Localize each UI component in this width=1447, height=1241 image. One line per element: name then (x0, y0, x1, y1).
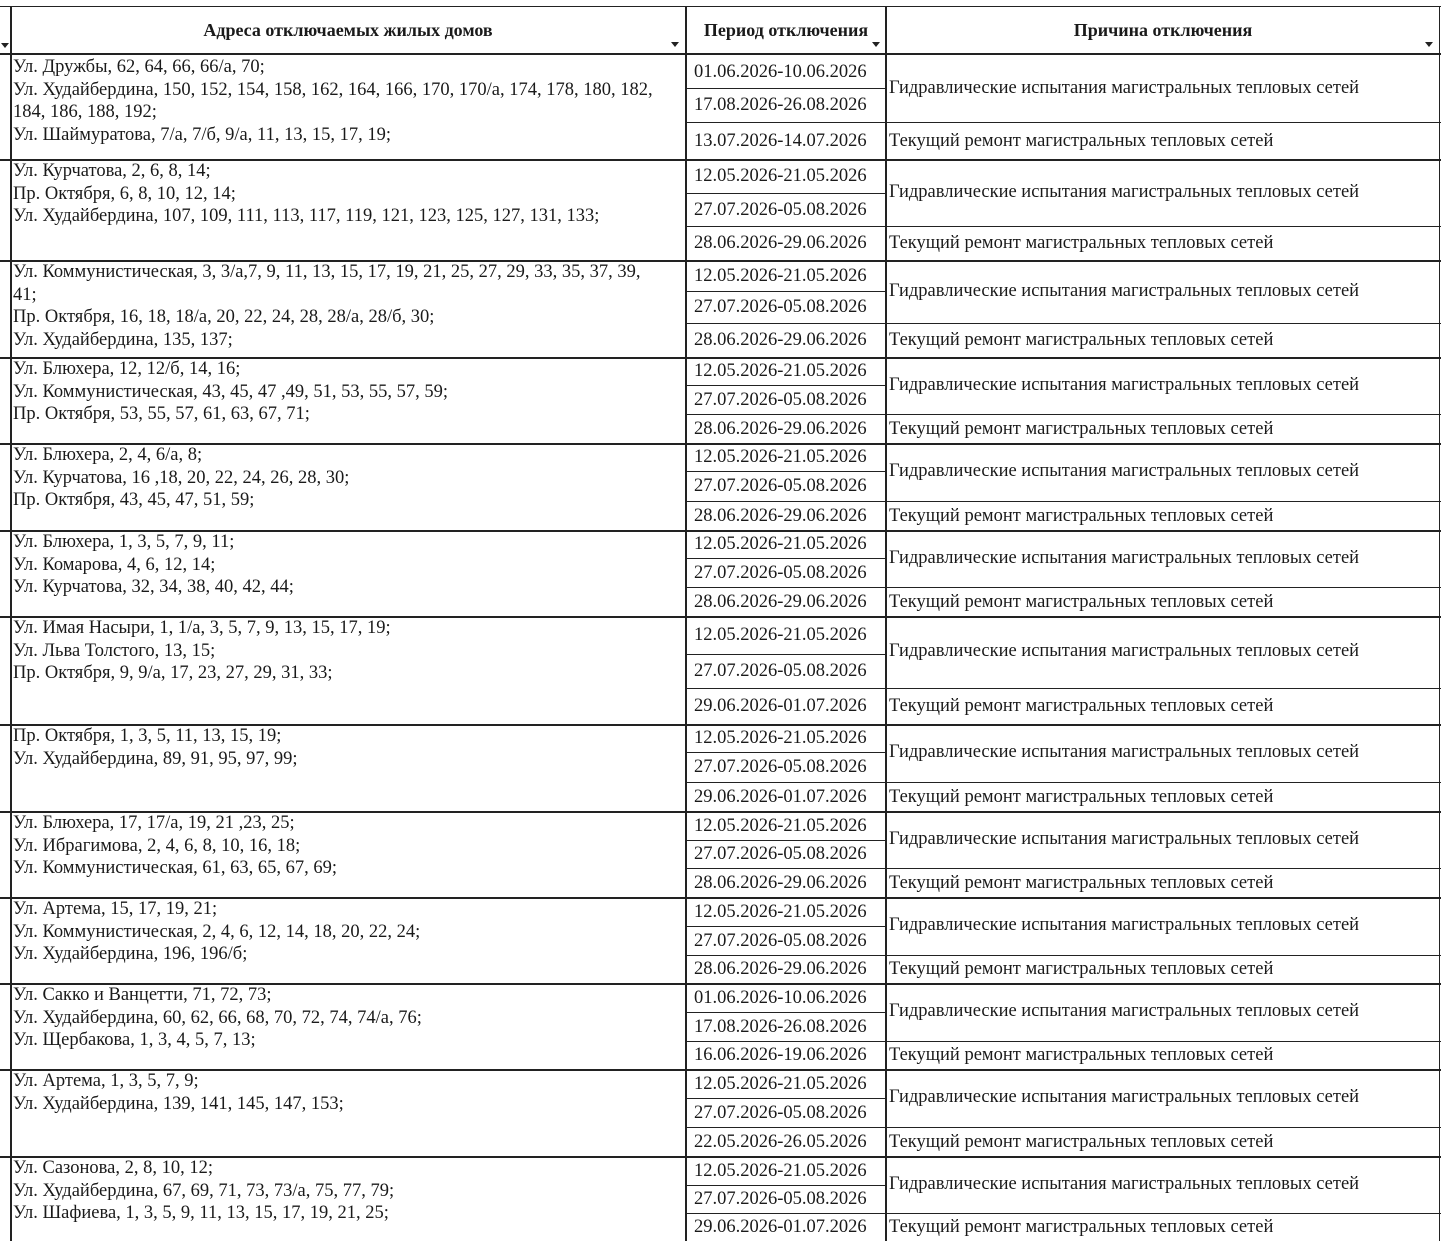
reason-divider (687, 1041, 1441, 1042)
period-divider (687, 752, 885, 753)
header-period: Период отключения (703, 20, 869, 40)
address-line: Ул. Льва Толстого, 13, 15; (13, 640, 216, 661)
reason-cell: Текущий ремонт магистральных тепловых сетей (889, 1217, 1274, 1237)
period-cell: 28.06.2026-29.06.2026 (694, 418, 867, 439)
period-cell: 22.05.2026-26.05.2026 (694, 1131, 867, 1152)
block-border (0, 159, 1441, 161)
period-cell: 27.07.2026-05.08.2026 (694, 1189, 867, 1209)
period-cell: 29.06.2026-01.07.2026 (694, 696, 867, 716)
period-cell: 13.07.2026-14.07.2026 (694, 130, 867, 151)
address-line: Ул. Худайбердина, 139, 141, 145, 147, 153; (13, 1093, 344, 1114)
period-divider (687, 1098, 885, 1099)
address-line: Пр. Октября, 53, 55, 57, 61, 63, 67, 71; (13, 404, 310, 424)
period-cell: 27.07.2026-05.08.2026 (694, 757, 867, 777)
address-line: Пр. Октября, 16, 18, 18/а, 20, 22, 24, 28, 28/а, 28/б, 30; (13, 307, 435, 327)
col-divider-address (685, 6, 687, 1241)
header-bottom-border (0, 53, 1441, 55)
address-line: Ул. Блюхера, 12, 12/б, 14, 16; (13, 359, 241, 379)
reason-cell: Текущий ремонт магистральных тепловых сетей (889, 591, 1274, 612)
period-cell: 28.06.2026-29.06.2026 (694, 872, 867, 893)
address-line: Ул. Ибрагимова, 2, 4, 6, 8, 10, 16, 18; (13, 835, 301, 856)
period-divider (687, 654, 885, 655)
reason-cell: Текущий ремонт магистральных тепловых сетей (889, 786, 1274, 807)
period-cell: 27.07.2026-05.08.2026 (694, 297, 867, 317)
period-cell: 12.05.2026-21.05.2026 (694, 447, 867, 467)
address-line: Пр. Октября, 9, 9/а, 17, 23, 27, 29, 31, 33; (13, 663, 333, 683)
period-cell: 12.05.2026-21.05.2026 (694, 901, 867, 922)
address-line: Ул. Шаймуратова, 7/а, 7/б, 9/а, 11, 13, 15, 17, 19; (13, 124, 391, 145)
address-line: Ул. Курчатова, 16 ,18, 20, 22, 24, 26, 28, 30; (13, 467, 350, 488)
address-line: Ул. Шафиева, 1, 3, 5, 9, 11, 13, 15, 17, 19, 21, 25; (13, 1203, 389, 1223)
address-line: Ул. Худайбердина, 135, 137; (13, 329, 233, 350)
period-cell: 29.06.2026-01.07.2026 (694, 786, 867, 807)
period-cell: 27.07.2026-05.08.2026 (694, 562, 867, 583)
period-divider (687, 840, 885, 841)
address-line: Ул. Худайбердина, 67, 69, 71, 73, 73/а, 75, 77, 79; (13, 1180, 395, 1201)
reason-cell: Гидравлические испытания магистральных тепловых сетей (889, 915, 1360, 935)
reason-divider (687, 501, 1441, 502)
period-cell: 29.06.2026-01.07.2026 (694, 1217, 867, 1237)
period-cell: 28.06.2026-29.06.2026 (694, 591, 867, 612)
address-line: Ул. Блюхера, 17, 17/а, 19, 21 ,23, 25; (13, 813, 295, 833)
period-cell: 28.06.2026-29.06.2026 (694, 959, 867, 979)
address-line: Ул. Дружбы, 62, 64, 66, 66/а, 70; (13, 57, 265, 77)
period-divider (687, 88, 885, 89)
period-cell: 27.07.2026-05.08.2026 (694, 844, 867, 864)
reason-divider (687, 122, 1441, 123)
reason-cell: Гидравлические испытания магистральных тепловых сетей (889, 1087, 1360, 1107)
period-cell: 27.07.2026-05.08.2026 (694, 199, 867, 220)
period-divider (687, 926, 885, 927)
reason-cell: Текущий ремонт магистральных тепловых сетей (889, 1131, 1274, 1152)
reason-cell: Гидравлические испытания магистральных тепловых сетей (889, 1173, 1360, 1194)
address-line: Ул. Худайбердина, 60, 62, 66, 68, 70, 72, 74, 74/а, 76; (13, 1007, 422, 1028)
address-line: Ул. Сакко и Ванцетти, 71, 72, 73; (13, 985, 272, 1005)
address-line: Ул. Сазонова, 2, 8, 10, 12; (13, 1158, 213, 1178)
period-divider (687, 1012, 885, 1013)
period-cell: 28.06.2026-29.06.2026 (694, 330, 867, 350)
reason-cell: Текущий ремонт магистральных тепловых сетей (889, 959, 1274, 979)
period-divider (687, 471, 885, 472)
reason-cell: Гидравлические испытания магистральных тепловых сетей (889, 280, 1360, 301)
address-line: Пр. Октября, 1, 3, 5, 11, 13, 15, 19; (13, 726, 282, 746)
address-line: Ул. Блюхера, 1, 3, 5, 7, 9, 11; (13, 532, 235, 552)
address-line: Ул. Курчатова, 32, 34, 38, 40, 42, 44; (13, 577, 294, 597)
address-line: Ул. Имая Насыри, 1, 1/а, 3, 5, 7, 9, 13, 15, 17, 19; (13, 618, 391, 638)
address-line: Ул. Артема, 1, 3, 5, 7, 9; (13, 1071, 199, 1091)
period-cell: 12.05.2026-21.05.2026 (694, 166, 867, 186)
address-line: Ул. Коммунистическая, 43, 45, 47 ,49, 51, 53, 55, 57, 59; (13, 381, 448, 402)
period-divider (687, 193, 885, 194)
reason-cell: Гидравлические испытания магистральных тепловых сетей (889, 641, 1360, 661)
period-cell: 27.07.2026-05.08.2026 (694, 389, 867, 410)
block-border (0, 1069, 1441, 1071)
block-border (0, 443, 1441, 445)
reason-cell: Гидравлические испытания магистральных тепловых сетей (889, 742, 1360, 762)
table-top-border (0, 6, 1441, 7)
reason-divider (687, 414, 1441, 415)
reason-divider (687, 226, 1441, 227)
address-line: Ул. Щербакова, 1, 3, 4, 5, 7, 13; (13, 1030, 256, 1050)
filter-arrow-icon[interactable] (872, 42, 880, 47)
address-line: Ул. Курчатова, 2, 6, 8, 14; (13, 161, 211, 181)
period-cell: 12.05.2026-21.05.2026 (694, 265, 867, 286)
address-line: 184, 186, 188, 192; (13, 102, 157, 122)
block-border (0, 1156, 1441, 1158)
address-line: Ул. Коммунистическая, 2, 4, 6, 12, 14, 18, 20, 22, 24; (13, 921, 421, 942)
period-divider (687, 558, 885, 559)
reason-cell: Текущий ремонт магистральных тепловых сетей (889, 418, 1274, 439)
address-line: Ул. Худайбердина, 107, 109, 111, 113, 117, 119, 121, 123, 125, 127, 131, 133; (13, 206, 600, 226)
reason-cell: Гидравлические испытания магистральных тепловых сетей (889, 828, 1360, 849)
period-cell: 01.06.2026-10.06.2026 (694, 987, 867, 1008)
address-line: Пр. Октября, 6, 8, 10, 12, 14; (13, 183, 236, 204)
period-cell: 12.05.2026-21.05.2026 (694, 728, 867, 748)
col-divider-period (885, 6, 887, 1241)
reason-divider (687, 1213, 1441, 1214)
reason-cell: Текущий ремонт магистральных тепловых сетей (889, 505, 1274, 526)
period-divider (687, 385, 885, 386)
address-line: Ул. Блюхера, 2, 4, 6/а, 8; (13, 445, 203, 465)
reason-divider (687, 1127, 1441, 1128)
address-line: Ул. Комарова, 4, 6, 12, 14; (13, 554, 216, 575)
address-line: Пр. Октября, 43, 45, 47, 51, 59; (13, 490, 255, 510)
period-cell: 12.05.2026-21.05.2026 (694, 1160, 867, 1181)
period-cell: 01.06.2026-10.06.2026 (694, 61, 867, 82)
filter-arrow-icon[interactable] (1425, 42, 1433, 47)
address-line: Ул. Коммунистическая, 61, 63, 65, 67, 69; (13, 858, 337, 878)
reason-cell: Текущий ремонт магистральных тепловых сетей (889, 330, 1274, 350)
reason-divider (687, 955, 1441, 956)
col-divider-right (1439, 6, 1440, 1241)
address-line: 41; (13, 284, 37, 305)
period-cell: 27.07.2026-05.08.2026 (694, 930, 867, 951)
reason-cell: Гидравлические испытания магистральных тепловых сетей (889, 461, 1360, 481)
reason-cell: Текущий ремонт магистральных тепловых сетей (889, 696, 1274, 716)
address-line: Ул. Худайбердина, 150, 152, 154, 158, 162, 164, 166, 170, 170/а, 174, 178, 180, 182, (13, 79, 653, 100)
reason-divider (687, 688, 1441, 689)
period-cell: 16.06.2026-19.06.2026 (694, 1045, 867, 1065)
reason-divider (687, 782, 1441, 783)
address-line: Ул. Худайбердина, 89, 91, 95, 97, 99; (13, 748, 298, 769)
reason-cell: Текущий ремонт магистральных тепловых сетей (889, 130, 1274, 151)
period-divider (687, 1185, 885, 1186)
reason-cell: Гидравлические испытания магистральных тепловых сетей (889, 374, 1360, 395)
period-cell: 28.06.2026-29.06.2026 (694, 505, 867, 526)
period-cell: 17.08.2026-26.08.2026 (694, 95, 867, 115)
period-cell: 27.07.2026-05.08.2026 (694, 661, 867, 681)
address-line: Ул. Артема, 15, 17, 19, 21; (13, 899, 218, 919)
reason-divider (687, 323, 1441, 324)
reason-divider (687, 587, 1441, 588)
filter-arrow-icon[interactable] (1, 43, 9, 48)
address-line: Ул. Худайбердина, 196, 196/б; (13, 944, 248, 964)
reason-cell: Гидравлические испытания магистральных тепловых сетей (889, 547, 1360, 568)
reason-divider (687, 868, 1441, 869)
period-cell: 12.05.2026-21.05.2026 (694, 625, 867, 645)
period-cell: 17.08.2026-26.08.2026 (694, 1016, 867, 1037)
period-cell: 12.05.2026-21.05.2026 (694, 1073, 867, 1094)
reason-cell: Гидравлические испытания магистральных тепловых сетей (889, 77, 1360, 98)
period-cell: 12.05.2026-21.05.2026 (694, 815, 867, 836)
address-line: Ул. Коммунистическая, 3, 3/а,7, 9, 11, 13, 15, 17, 19, 21, 25, 27, 29, 33, 35, 37, 39, (13, 262, 641, 282)
period-cell: 28.06.2026-29.06.2026 (694, 233, 867, 253)
period-cell: 12.05.2026-21.05.2026 (694, 361, 867, 381)
period-divider (687, 291, 885, 292)
reason-cell: Гидравлические испытания магистральных тепловых сетей (889, 181, 1360, 202)
reason-cell: Текущий ремонт магистральных тепловых сетей (889, 872, 1274, 893)
period-cell: 27.07.2026-05.08.2026 (694, 476, 867, 496)
col-divider-left (10, 6, 12, 1241)
filter-arrow-icon[interactable] (671, 42, 679, 47)
header-address: Адреса отключаемых жилых домов (203, 20, 493, 40)
reason-cell: Гидравлические испытания магистральных тепловых сетей (889, 1001, 1360, 1021)
period-cell: 12.05.2026-21.05.2026 (694, 534, 867, 554)
reason-cell: Текущий ремонт магистральных тепловых сетей (889, 1045, 1274, 1065)
reason-cell: Текущий ремонт магистральных тепловых сетей (889, 233, 1274, 253)
period-cell: 27.07.2026-05.08.2026 (694, 1102, 867, 1123)
header-reason: Причина отключения (1073, 20, 1253, 40)
